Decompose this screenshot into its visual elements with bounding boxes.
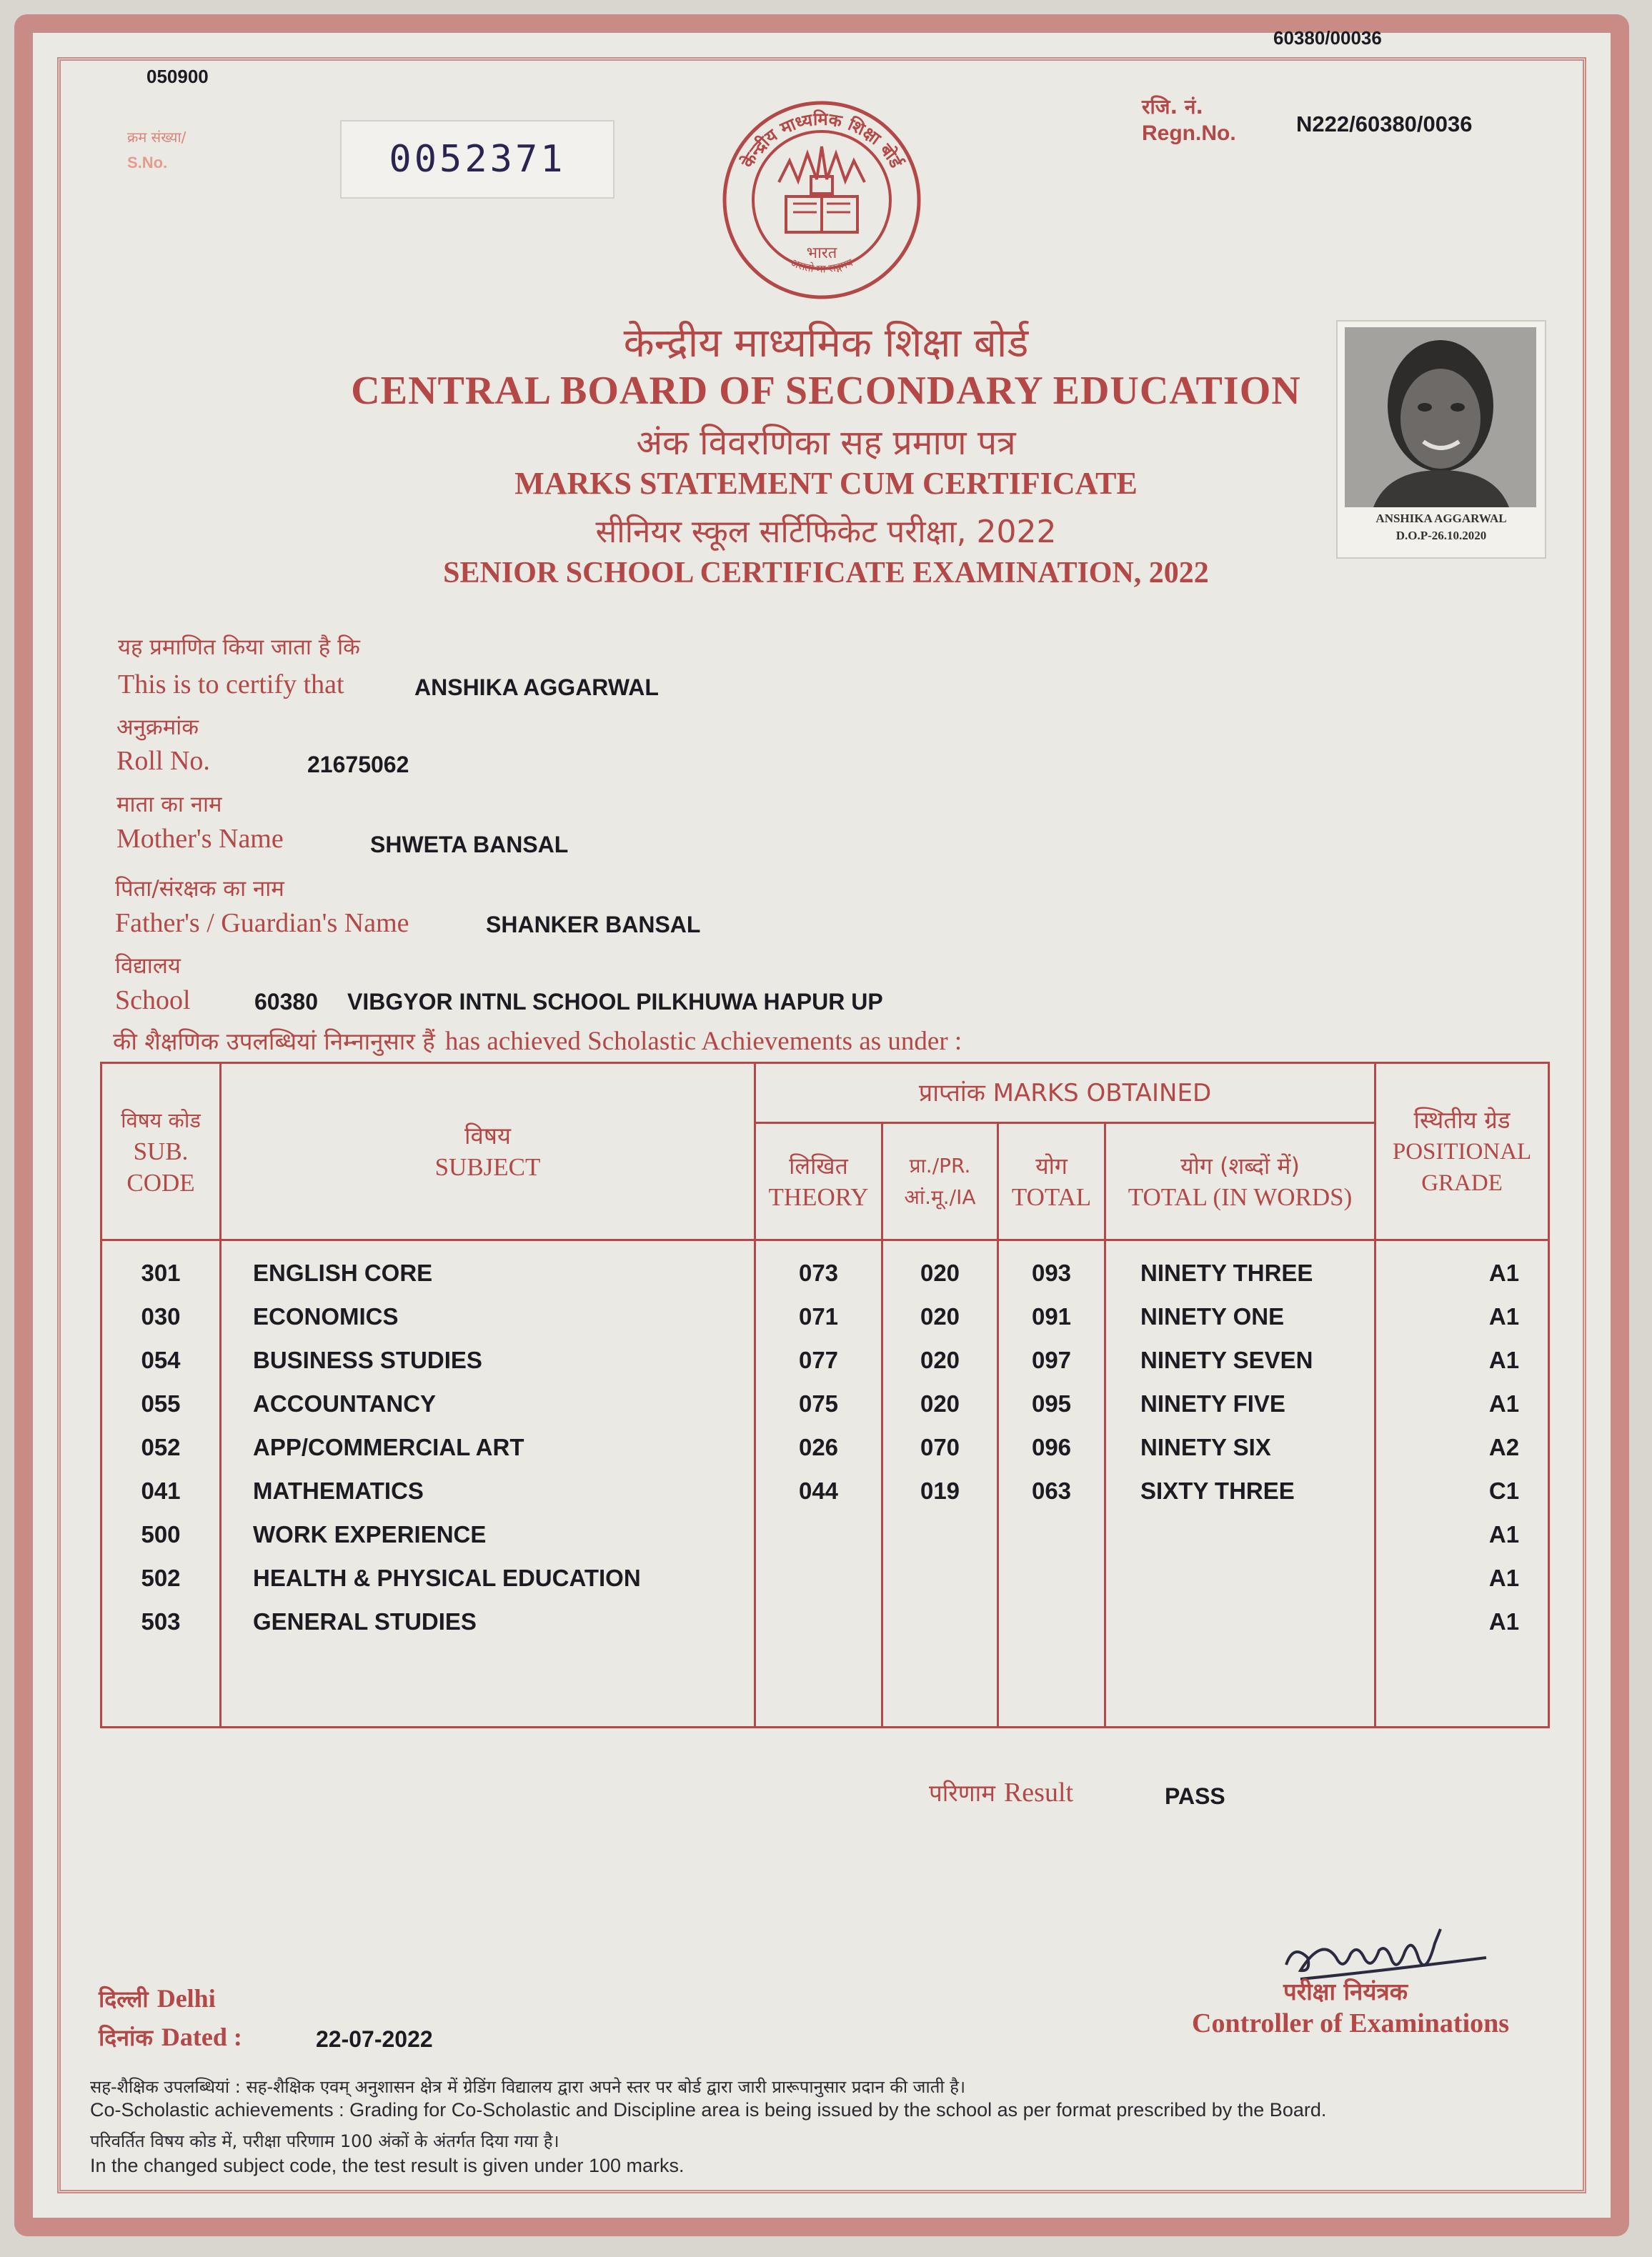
roll-number: 21675062 xyxy=(307,752,409,777)
theory-marks: 077 xyxy=(798,1346,839,1373)
positional-grade: A1 xyxy=(1488,1608,1520,1635)
codes-column xyxy=(101,1240,221,1728)
subject-name: BUSINESS STUDIES xyxy=(253,1346,482,1373)
positional-grade: A1 xyxy=(1488,1564,1520,1591)
seal-top-text: केन्द्रीय माध्यमिक शिक्षा बोर्ड xyxy=(737,109,907,171)
place-en: Delhi xyxy=(156,1984,216,2013)
positional-grade: A1 xyxy=(1488,1346,1520,1373)
subject-name: GENERAL STUDIES xyxy=(253,1608,477,1635)
regn-label-en: Regn.No. xyxy=(1142,121,1236,145)
school-name: VIBGYOR INTNL SCHOOL PILKHUWA HAPUR UP xyxy=(347,989,883,1015)
certify-label-en: This is to certify that xyxy=(118,669,344,699)
seal-bottom-text: भारत xyxy=(806,244,837,262)
father-label-en: Father's / Guardian's Name xyxy=(115,908,409,938)
top-right-code: 60380/00036 xyxy=(1273,27,1382,49)
subject-name: WORK EXPERIENCE xyxy=(253,1520,487,1548)
cbse-seal-icon xyxy=(718,96,925,304)
positional-grade: C1 xyxy=(1488,1477,1520,1504)
result-value: PASS xyxy=(1165,1783,1225,1809)
roll-label-hi: अनुक्रमांक xyxy=(116,714,199,740)
total-marks: 091 xyxy=(1031,1302,1072,1330)
school-label-en: School xyxy=(115,985,191,1015)
total-marks: 093 xyxy=(1031,1259,1072,1286)
col-subject-header xyxy=(221,1063,755,1240)
col-sub-code-header xyxy=(101,1063,221,1240)
student-photo xyxy=(1336,320,1546,559)
total-marks xyxy=(999,1600,1104,1643)
col-total-header xyxy=(998,1123,1105,1240)
note1-en: Co-Scholastic achievements : Grading for Co-Scholastic and Discipline area is being issued by the school as per format prescribed by the Board. xyxy=(90,2099,1327,2121)
photo-caption-date: D.O.P-26.10.2020 xyxy=(1395,529,1487,542)
total-marks: 097 xyxy=(1031,1346,1072,1373)
total-in-words: NINETY ONE xyxy=(1140,1302,1285,1330)
roll-label-en: Roll No. xyxy=(116,746,210,776)
result-line xyxy=(929,1776,1073,1808)
dated-hi: दिनांक xyxy=(99,2024,153,2051)
portrait-icon xyxy=(1345,327,1536,507)
seal-motto: असतो मा सद्गमय xyxy=(788,256,855,276)
total-in-words: NINETY SIX xyxy=(1140,1433,1271,1460)
subjects-column xyxy=(221,1240,755,1728)
subject-name: ENGLISH CORE xyxy=(253,1259,433,1286)
controller-label-en: Controller of Examinations xyxy=(1192,2008,1510,2038)
ia-label: आं.मू./IA xyxy=(904,1185,976,1209)
col-theory-header xyxy=(755,1123,882,1240)
achieve-label-en: has achieved Scholastic Achievements as under : xyxy=(444,1027,962,1056)
grade-column xyxy=(1375,1240,1549,1728)
words-hi: योग (शब्दों में) xyxy=(1180,1152,1300,1180)
place-line xyxy=(99,1983,216,2014)
subject-code: 502 xyxy=(141,1564,181,1591)
pr-marks: 020 xyxy=(920,1259,960,1286)
top-left-code: 050900 xyxy=(146,66,209,87)
total-en: TOTAL xyxy=(1011,1182,1092,1211)
sub-code-en2: CODE xyxy=(126,1168,195,1197)
pr-marks xyxy=(883,1513,997,1556)
total-in-words: NINETY SEVEN xyxy=(1140,1346,1313,1373)
total-marks: 095 xyxy=(1031,1390,1072,1417)
subject-code: 301 xyxy=(141,1259,181,1286)
pr-marks: 019 xyxy=(920,1477,960,1504)
pr-marks: 070 xyxy=(920,1433,960,1460)
mother-name: SHWETA BANSAL xyxy=(370,832,569,857)
controller-label-hi: परीक्षा नियंत्रक xyxy=(1283,1978,1408,2006)
mother-label-hi: माता का नाम xyxy=(116,792,222,817)
pr-marks xyxy=(883,1556,997,1600)
grade-en1: POSITIONAL xyxy=(1392,1138,1532,1165)
photo-image xyxy=(1345,327,1536,507)
words-column xyxy=(1105,1240,1375,1728)
board-title-en: CENTRAL BOARD OF SECONDARY EDUCATION xyxy=(351,369,1301,413)
note2-en: In the changed subject code, the test result is given under 100 marks. xyxy=(90,2155,685,2176)
grade-hi: स्थितीय ग्रेड xyxy=(1413,1105,1511,1134)
col-grade-header xyxy=(1375,1063,1549,1240)
subject-name: ACCOUNTANCY xyxy=(253,1390,437,1417)
father-label-hi: पिता/संरक्षक का नाम xyxy=(115,876,284,902)
father-name: SHANKER BANSAL xyxy=(486,912,701,937)
dated-line xyxy=(99,2022,242,2053)
theory-marks: 071 xyxy=(798,1302,839,1330)
serial-number: 0052371 xyxy=(340,120,614,199)
total-in-words xyxy=(1106,1513,1374,1556)
pr-marks: 020 xyxy=(920,1346,960,1373)
subject-name: ECONOMICS xyxy=(253,1302,399,1330)
theory-marks: 073 xyxy=(798,1259,839,1286)
regn-label-hi: रजि. नं. xyxy=(1142,95,1204,119)
pr-marks xyxy=(883,1600,997,1643)
subject-code: 030 xyxy=(141,1302,181,1330)
mother-label-en: Mother's Name xyxy=(116,824,284,854)
theory-marks xyxy=(756,1600,881,1643)
place-hi: दिल्ली xyxy=(99,1986,149,2013)
subject-code: 055 xyxy=(141,1390,181,1417)
exam-title-hi: सीनियर स्कूल सर्टिफिकेट परीक्षा, 2022 xyxy=(595,514,1057,550)
certify-label-hi: यह प्रमाणित किया जाता है कि xyxy=(118,634,360,660)
subject-en: SUBJECT xyxy=(434,1152,541,1181)
marks-table xyxy=(100,1062,1550,1728)
positional-grade: A1 xyxy=(1488,1259,1520,1286)
marks-obtained-label: प्राप्तांक MARKS OBTAINED xyxy=(918,1078,1212,1107)
marks-obtained-header xyxy=(755,1063,1375,1123)
theory-en: THEORY xyxy=(768,1182,869,1211)
student-name: ANSHIKA AGGARWAL xyxy=(414,674,659,700)
theory-marks: 026 xyxy=(798,1433,839,1460)
total-marks: 096 xyxy=(1031,1433,1072,1460)
sub-code-hi: विषय कोड xyxy=(121,1107,201,1132)
positional-grade: A1 xyxy=(1488,1520,1520,1548)
subject-name: MATHEMATICS xyxy=(253,1477,424,1504)
pr-column xyxy=(882,1240,998,1728)
serial-label-en: S.No. xyxy=(127,154,168,171)
doc-title-hi: अंक विवरणिका सह प्रमाण पत्र xyxy=(636,423,1016,463)
sub-code-en1: SUB. xyxy=(133,1137,189,1165)
serial-label-hi: क्रम संख्या/ xyxy=(127,129,186,146)
doc-title-en: MARKS STATEMENT CUM CERTIFICATE xyxy=(514,466,1138,501)
grade-en2: GRADE xyxy=(1421,1170,1503,1196)
subject-code: 500 xyxy=(141,1520,181,1548)
theory-marks xyxy=(756,1556,881,1600)
note1-hi: सह-शैक्षिक उपलब्धियां : सह-शैक्षिक एवम् अनुशासन क्षेत्र में ग्रेडिंग विद्यालय द्वारा अपने स्तर पर बोर्ड द्वारा जारी प्रारूपानुसार प्रदान की जाती है। xyxy=(90,2077,966,2097)
achieve-label-hi: की शैक्षणिक उपलब्धियां निम्नानुसार हैं xyxy=(113,1027,435,1055)
note2-hi: परिवर्तित विषय कोड में, परीक्षा परिणाम 100 अंकों के अंतर्गत दिया गया है। xyxy=(90,2131,559,2151)
theory-marks: 075 xyxy=(798,1390,839,1417)
theory-hi: लिखित xyxy=(789,1152,848,1180)
subject-name: APP/COMMERCIAL ART xyxy=(253,1433,524,1460)
result-label-en: Result xyxy=(1003,1778,1074,1808)
pr-label: प्रा./PR. xyxy=(909,1153,971,1177)
achievement-line xyxy=(113,1025,962,1057)
theory-marks xyxy=(756,1513,881,1556)
board-title-hi: केन्द्रीय माध्यमिक शिक्षा बोर्ड xyxy=(623,320,1029,367)
school-label-hi: विद्यालय xyxy=(115,953,181,979)
dated-en: Dated : xyxy=(161,2023,242,2051)
subject-code: 041 xyxy=(141,1477,181,1504)
subject-code: 503 xyxy=(141,1608,181,1635)
pr-marks: 020 xyxy=(920,1302,960,1330)
total-in-words xyxy=(1106,1556,1374,1600)
total-in-words: NINETY THREE xyxy=(1140,1259,1313,1286)
pr-marks: 020 xyxy=(920,1390,960,1417)
words-en: TOTAL (IN WORDS) xyxy=(1128,1182,1353,1211)
result-label-hi: परिणाम xyxy=(929,1779,995,1807)
theory-column xyxy=(755,1240,882,1728)
subject-code: 054 xyxy=(141,1346,181,1373)
school-code: 60380 xyxy=(254,989,318,1015)
theory-marks: 044 xyxy=(798,1477,839,1504)
total-in-words xyxy=(1106,1600,1374,1643)
total-marks: 063 xyxy=(1031,1477,1072,1504)
positional-grade: A1 xyxy=(1488,1302,1520,1330)
subject-hi: विषय xyxy=(464,1121,512,1150)
total-in-words: SIXTY THREE xyxy=(1140,1477,1295,1504)
total-hi: योग xyxy=(1035,1152,1068,1180)
exam-title-en: SENIOR SCHOOL CERTIFICATE EXAMINATION, 2022 xyxy=(443,557,1209,589)
issue-date: 22-07-2022 xyxy=(316,2026,433,2052)
total-column xyxy=(998,1240,1105,1728)
regn-number: N222/60380/0036 xyxy=(1296,111,1473,136)
col-words-header xyxy=(1105,1123,1375,1240)
col-pr-header xyxy=(882,1123,998,1240)
total-marks xyxy=(999,1556,1104,1600)
subject-name: HEALTH & PHYSICAL EDUCATION xyxy=(253,1564,641,1591)
subject-code: 052 xyxy=(141,1433,181,1460)
photo-caption-name: ANSHIKA AGGARWAL xyxy=(1375,512,1507,525)
positional-grade: A2 xyxy=(1488,1433,1520,1460)
total-in-words: NINETY FIVE xyxy=(1140,1390,1285,1417)
total-marks xyxy=(999,1513,1104,1556)
positional-grade: A1 xyxy=(1488,1390,1520,1417)
svg-text:केन्द्रीय माध्यमिक शिक्षा बोर् xyxy=(737,109,906,172)
